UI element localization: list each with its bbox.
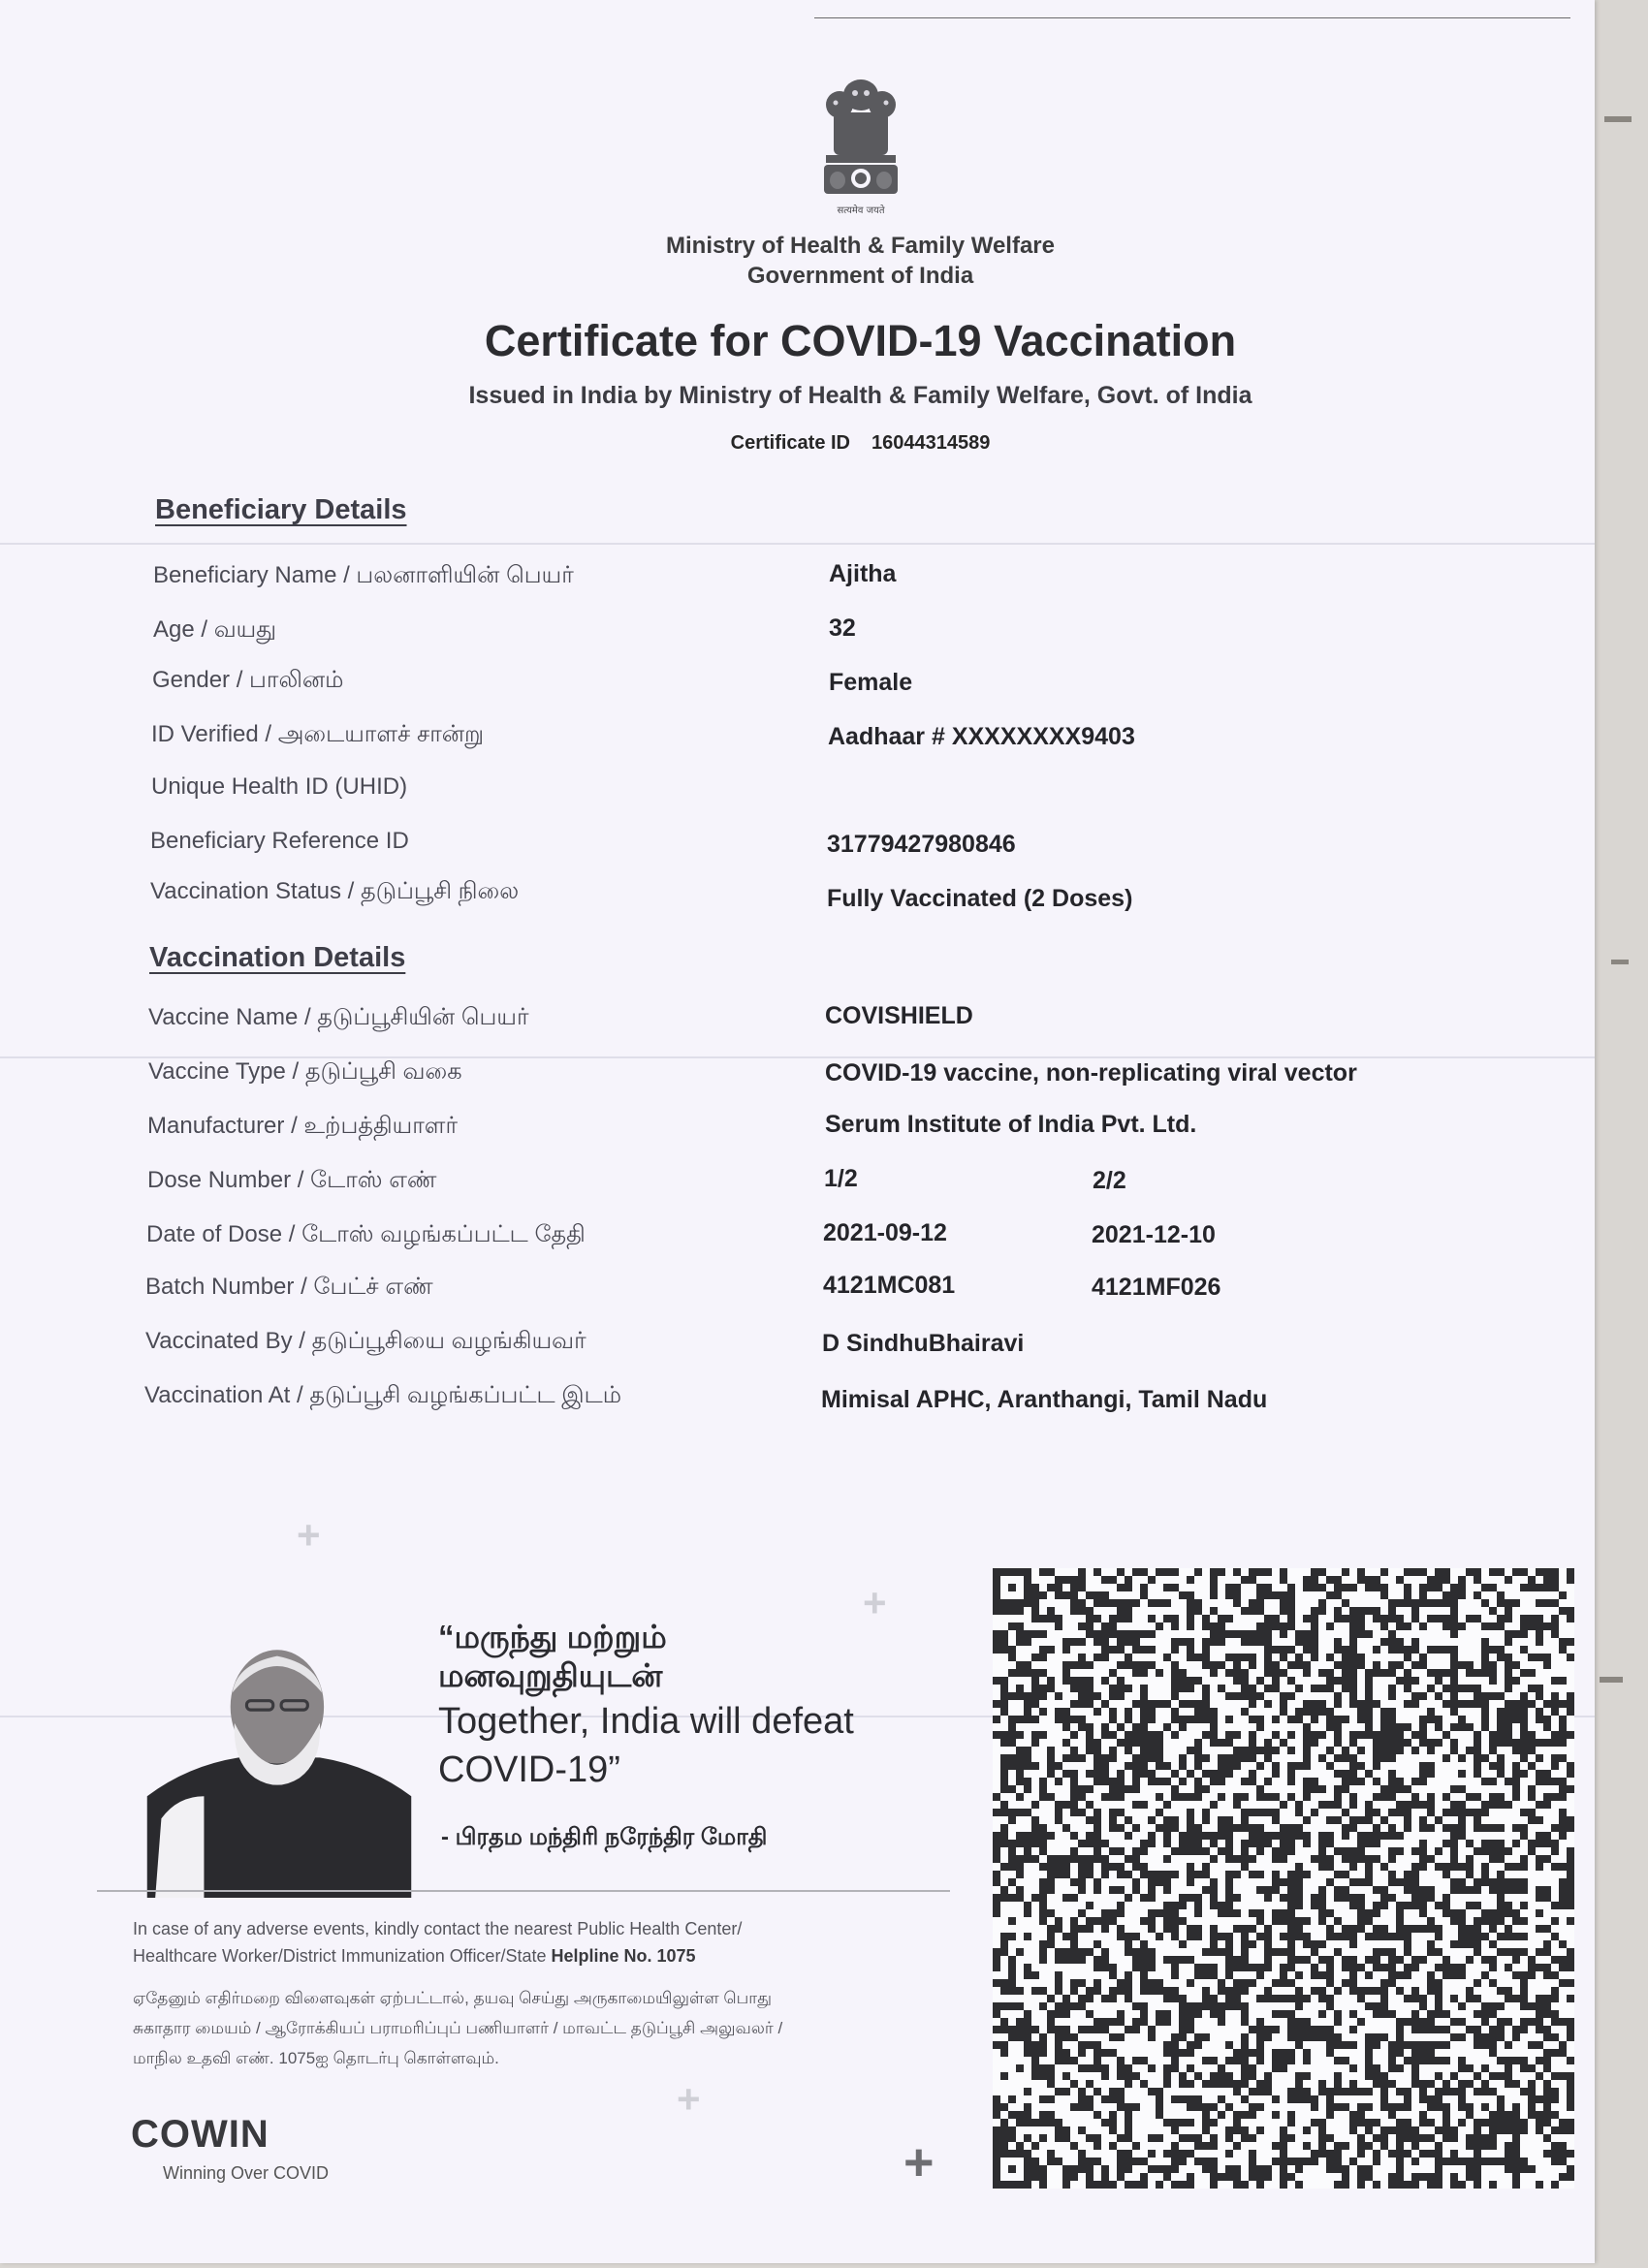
vaccinated-at-value: Mimisal APHC, Aranthangi, Tamil Nadu (821, 1386, 1268, 1413)
dose2-batch-value: 4121MF026 (1092, 1274, 1221, 1301)
cowin-tagline: Winning Over COVID (163, 2163, 330, 2183)
state-emblem-icon (812, 74, 909, 219)
divider (97, 1890, 950, 1892)
dose1-date-value: 2021-09-12 (823, 1219, 947, 1246)
adverse-event-notice-english (133, 1915, 986, 1969)
dose1-batch-value: 4121MC081 (823, 1272, 956, 1299)
quote-english-line2: COVID-19” (438, 1749, 620, 1790)
quote-english-line1: Together, India will defeat (438, 1701, 854, 1742)
adverse-event-notice-tamil (133, 1983, 986, 2073)
batch-number-label: Batch Number / பேட்ச் எண் (145, 1274, 433, 1300)
notice-tamil-line1: ஏதேனும் எதிர்மறை விளைவுகள் ஏற்பட்டால், தயவு செய்து அருகாமையிலுள்ள பொது (133, 1989, 772, 2007)
vaccinated-by-label: Vaccinated By / தடுப்பூசியை வழங்கியவர் (145, 1328, 586, 1354)
notice-tamil-line3: மாநில உதவி எண். 1075ஐ தொடர்பு கொள்ளவும். (133, 2049, 499, 2067)
vaccination-section-heading: Vaccination Details (149, 942, 406, 973)
pm-portrait-icon (134, 1644, 425, 1898)
dose2-date-value: 2021-12-10 (1092, 1221, 1216, 1248)
cowin-logo: COWIN (131, 2113, 269, 2156)
id-verified-value: Aadhaar # XXXXXXXX9403 (828, 723, 1135, 750)
age-label: Age / வயது (153, 616, 277, 643)
ministry-name: Ministry of Health & Family Welfare (666, 233, 1055, 259)
quote-tamil-line1: “மருந்து மற்றும் (438, 1619, 667, 1654)
quote-tamil-line2: மனவுறுதியுடன் (438, 1657, 663, 1693)
uhid-label: Unique Health ID (UHID) (151, 773, 408, 800)
manufacturer-label: Manufacturer / உற்பத்தியாளர் (147, 1113, 458, 1139)
plus-decoration-icon: + (863, 1580, 887, 1625)
notice-tamil-line2: சுகாதார மையம் / ஆரோக்கியப் பராமரிப்புப் பணியாளர் / மாவட்ட தடுப்பூசி அலுவலர் / (133, 2019, 783, 2037)
emblem-motto: सत्यमेव जयते (837, 205, 885, 216)
gender-value: Female (829, 669, 913, 696)
vaccination-status-label: Vaccination Status / தடுப்பூசி நிலை (150, 878, 520, 904)
gender-label: Gender / பாலினம் (152, 667, 344, 693)
vaccine-type-label: Vaccine Type / தடுப்பூசி வகை (148, 1058, 462, 1085)
age-value: 32 (829, 614, 856, 642)
dose-number-label: Dose Number / டோஸ் எண் (147, 1167, 437, 1193)
qr-code-icon (993, 1568, 1574, 2189)
page-subtitle: Issued in India by Ministry of Health & Family Welfare, Govt. of India (468, 382, 1252, 409)
notice-english-line1: In case of any adverse events, kindly contact the nearest Public Health Center/ (133, 1919, 743, 1938)
scan-artifact (1611, 960, 1629, 964)
certificate-id-value: 16044314589 (872, 432, 991, 454)
plus-decoration-icon: + (677, 2076, 701, 2122)
reference-id-value: 31779427980846 (827, 831, 1016, 858)
date-of-dose-label: Date of Dose / டோஸ் வழங்கப்பட்ட தேதி (146, 1221, 586, 1247)
quote-attribution: - பிரதம மந்திரி நரேந்திர மோதி (441, 1824, 768, 1850)
beneficiary-section-heading: Beneficiary Details (155, 494, 407, 525)
scan-artifact (1600, 1677, 1623, 1683)
plus-decoration-icon: + (903, 2133, 935, 2191)
dose1-number-value: 1/2 (824, 1165, 858, 1192)
vaccine-name-label: Vaccine Name / தடுப்பூசியின் பெயர் (148, 1004, 529, 1030)
dose2-number-value: 2/2 (1093, 1167, 1126, 1194)
vaccine-name-value: COVISHIELD (825, 1002, 973, 1029)
vaccinated-at-label: Vaccination At / தடுப்பூசி வழங்கப்பட்ட இடம் (144, 1382, 621, 1408)
beneficiary-name-value: Ajitha (829, 560, 897, 587)
scan-artifact (1604, 116, 1632, 122)
manufacturer-value: Serum Institute of India Pvt. Ltd. (825, 1111, 1197, 1138)
vaccine-type-value: COVID-19 vaccine, non-replicating viral vector (825, 1059, 1357, 1087)
government-name: Government of India (746, 263, 974, 289)
certificate-id-label: Certificate ID (730, 432, 850, 454)
certificate-id (0, 432, 1648, 455)
id-verified-label: ID Verified / அடையாளச் சான்று (151, 721, 485, 747)
top-edge-line (814, 17, 1570, 18)
beneficiary-name-label: Beneficiary Name / பலனாளியின் பெயர் (153, 562, 574, 588)
page-title: Certificate for COVID-19 Vaccination (484, 316, 1237, 365)
notice-english-line2 (133, 1942, 986, 1969)
helpline-number: Helpline No. 1075 (551, 1946, 696, 1966)
notice-english-text: Healthcare Worker/District Immunization Officer/State (133, 1946, 552, 1966)
paper-fold (0, 543, 1595, 545)
reference-id-label: Beneficiary Reference ID (150, 828, 409, 854)
vaccination-status-value: Fully Vaccinated (2 Doses) (827, 885, 1133, 912)
vaccinated-by-value: D SindhuBhairavi (822, 1330, 1025, 1357)
plus-decoration-icon: + (297, 1512, 321, 1558)
